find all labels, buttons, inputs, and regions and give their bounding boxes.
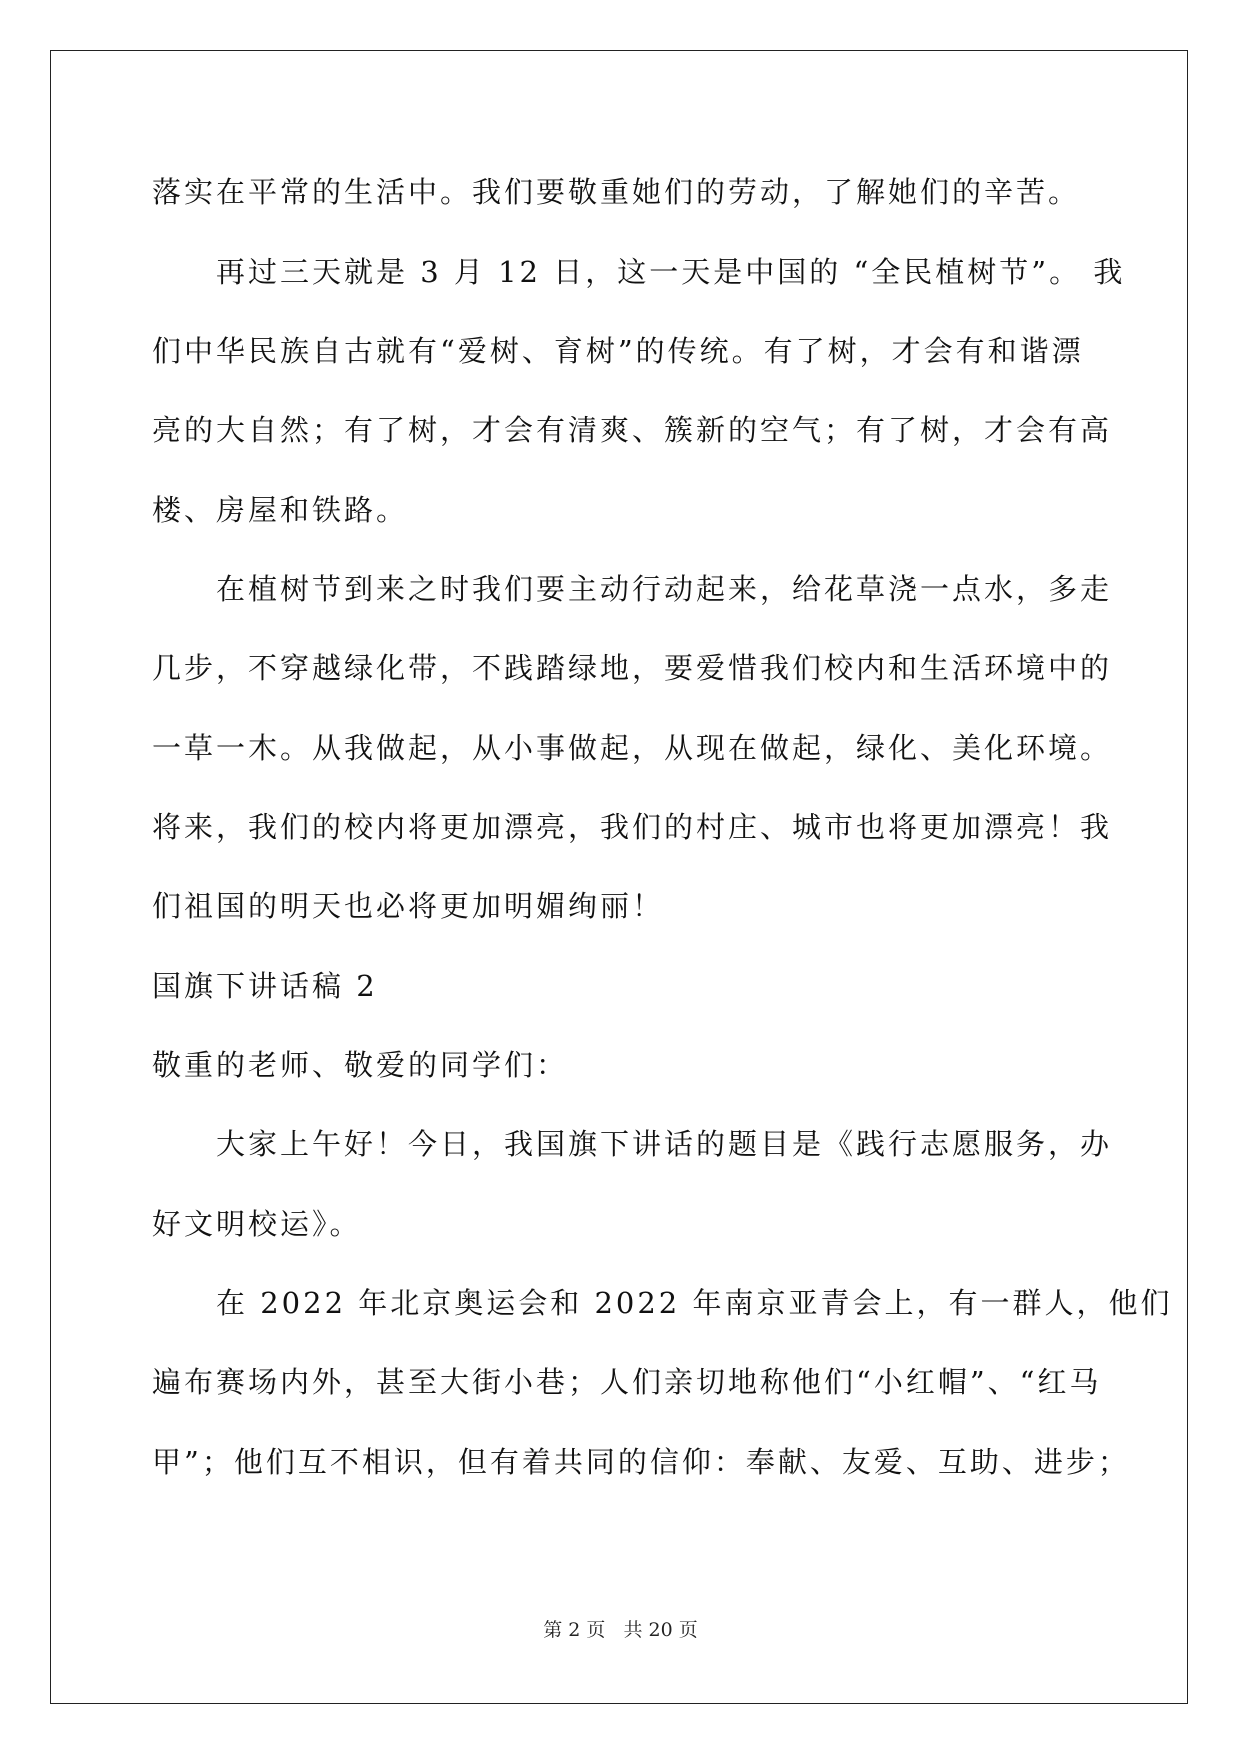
salutation: 敬重的老师、敬爱的同学们： (152, 1048, 569, 1082)
text-line: 甲”；他们互不相识，但有着共同的信仰：奉献、友爱、互助、进步； (152, 1445, 1130, 1479)
section-heading: 国旗下讲话稿 2 (152, 969, 378, 1003)
text-line: 好文明校运》。 (152, 1207, 362, 1241)
text-line: 几步，不穿越绿化带，不践踏绿地，要爱惜我们校内和生活环境中的 (152, 651, 1113, 685)
text-line: 将来，我们的校内将更加漂亮，我们的村庄、城市也将更加漂亮！我 (152, 810, 1113, 844)
text-line: 遍布赛场内外，甚至大街小巷；人们亲切地称他们“小红帽”、“红马 (152, 1365, 1102, 1399)
page-footer (0, 1618, 1241, 1642)
text-line: 在 2022 年北京奥运会和 2022 年南京亚青会上，有一群人，他们 (152, 1286, 1173, 1320)
text-line: 一草一木。从我做起，从小事做起，从现在做起，绿化、美化环境。 (152, 731, 1113, 765)
text-line: 在植树节到来之时我们要主动行动起来，给花草浇一点水，多走 (152, 572, 1113, 606)
text-line: 楼、房屋和铁路。 (152, 493, 409, 527)
text-line: 亮的大自然；有了树，才会有清爽、簇新的空气；有了树，才会有高 (152, 413, 1113, 447)
text-line: 们中华民族自古就有“爱树、育树”的传统。有了树，才会有和谐漂 (152, 334, 1084, 368)
text-line: 再过三天就是 3 月 12 日，这一天是中国的 “全民植树节”。 我 (152, 255, 1126, 289)
text-line: 落实在平常的生活中。我们要敬重她们的劳动，了解她们的辛苦。 (152, 175, 1081, 209)
text-line: 们祖国的明天也必将更加明媚绚丽！ (152, 889, 665, 923)
page-number: 第 2 页 (543, 1619, 606, 1641)
page-total: 共 20 页 (623, 1619, 698, 1641)
text-line: 大家上午好！今日，我国旗下讲话的题目是《践行志愿服务，办 (152, 1127, 1113, 1161)
